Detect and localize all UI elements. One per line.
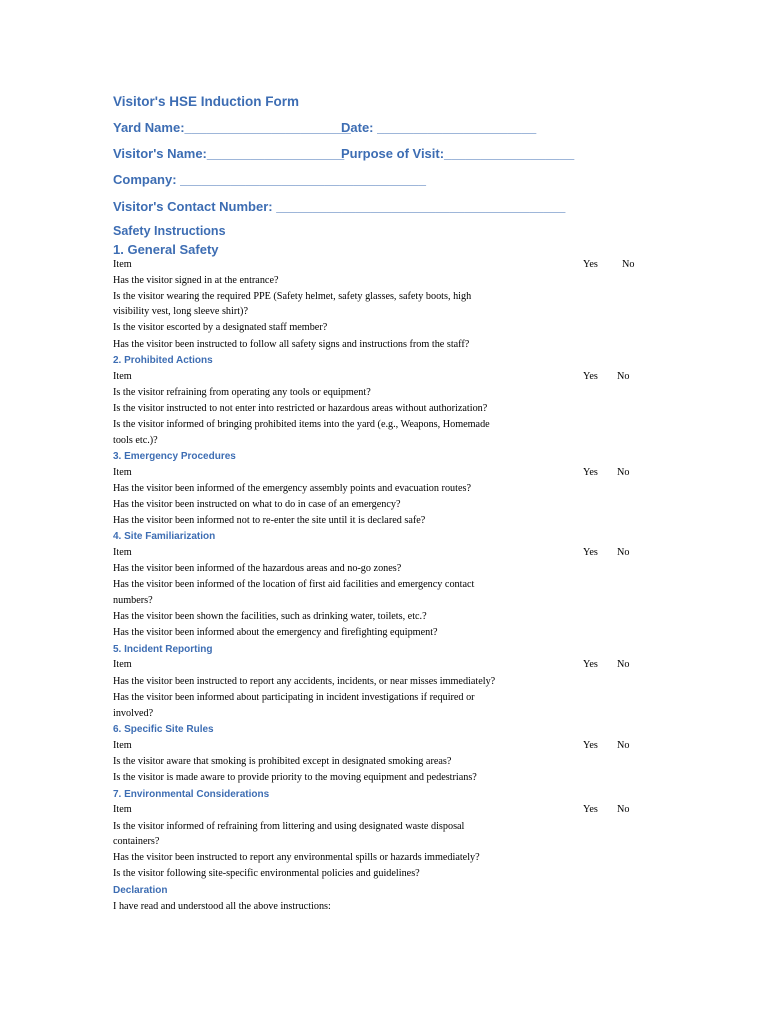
no-column-header: No — [622, 259, 635, 270]
checklist-item-continued: involved? — [113, 708, 154, 719]
declaration-text: I have read and understood all the above instructions: — [113, 901, 331, 912]
item-column-header: Item — [113, 259, 132, 270]
yes-column-header: Yes — [583, 659, 598, 670]
environmental-considerations-heading: 7. Environmental Considerations — [113, 789, 270, 800]
declaration-heading: Declaration — [113, 885, 168, 896]
purpose-of-visit-field[interactable]: Purpose of Visit:__________________ — [341, 146, 575, 161]
checklist-item: Is the visitor refraining from operating any tools or equipment? — [113, 387, 371, 398]
date-field[interactable]: Date: ______________________ — [341, 120, 537, 135]
yes-column-header: Yes — [583, 547, 598, 558]
checklist-item: Has the visitor been informed about participating in incident investigations if required or — [113, 692, 475, 703]
checklist-item: Is the visitor informed of bringing prohibited items into the yard (e.g., Weapons, Homemade — [113, 419, 490, 430]
no-column-header: No — [617, 547, 630, 558]
checklist-item: Is the visitor is made aware to provide priority to the moving equipment and pedestrians? — [113, 772, 477, 783]
checklist-item: Has the visitor signed in at the entrance? — [113, 275, 279, 286]
checklist-item-continued: visibility vest, long sleeve shirt)? — [113, 306, 248, 317]
checklist-item: Has the visitor been instructed to report any accidents, incidents, or near misses immediately? — [113, 676, 496, 687]
checklist-item: Has the visitor been informed of the hazardous areas and no-go zones? — [113, 563, 402, 574]
checklist-item: Is the visitor escorted by a designated staff member? — [113, 322, 328, 333]
emergency-procedures-heading: 3. Emergency Procedures — [113, 451, 236, 462]
no-column-header: No — [617, 371, 630, 382]
yes-column-header: Yes — [583, 804, 598, 815]
checklist-item: Is the visitor informed of refraining from littering and using designated waste disposal — [113, 821, 465, 832]
form-title: Visitor's HSE Induction Form — [113, 94, 299, 109]
yes-column-header: Yes — [583, 740, 598, 751]
item-column-header: Item — [113, 740, 132, 751]
checklist-item-continued: numbers? — [113, 595, 153, 606]
checklist-item: Has the visitor been instructed on what to do in case of an emergency? — [113, 499, 401, 510]
checklist-item: Has the visitor been instructed to report any environmental spills or hazards immediately? — [113, 852, 480, 863]
checklist-item: Has the visitor been shown the facilities, such as drinking water, toilets, etc.? — [113, 611, 427, 622]
incident-reporting-heading: 5. Incident Reporting — [113, 644, 213, 655]
item-column-header: Item — [113, 467, 132, 478]
item-column-header: Item — [113, 371, 132, 382]
general-safety-heading: 1. General Safety — [113, 242, 219, 257]
checklist-item: Is the visitor aware that smoking is prohibited except in designated smoking areas? — [113, 756, 452, 767]
item-column-header: Item — [113, 547, 132, 558]
checklist-item: Is the visitor instructed to not enter into restricted or hazardous areas without authorization? — [113, 403, 488, 414]
item-column-header: Item — [113, 659, 132, 670]
checklist-item: Is the visitor wearing the required PPE (Safety helmet, safety glasses, safety boots, high — [113, 291, 472, 302]
specific-site-rules-heading: 6. Specific Site Rules — [113, 724, 214, 735]
no-column-header: No — [617, 740, 630, 751]
checklist-item-continued: containers? — [113, 836, 160, 847]
contact-number-field[interactable]: Visitor's Contact Number: ________________________________________ — [113, 199, 566, 214]
site-familiarization-heading: 4. Site Familiarization — [113, 531, 216, 542]
item-column-header: Item — [113, 804, 132, 815]
yes-column-header: Yes — [583, 259, 598, 270]
checklist-item: Is the visitor following site-specific environmental policies and guidelines? — [113, 868, 420, 879]
checklist-item: Has the visitor been informed about the emergency and firefighting equipment? — [113, 627, 438, 638]
prohibited-actions-heading: 2. Prohibited Actions — [113, 355, 213, 366]
visitor-name-field[interactable]: Visitor's Name:___________________ — [113, 146, 345, 161]
checklist-item-continued: tools etc.)? — [113, 435, 158, 446]
company-field[interactable]: Company: __________________________________ — [113, 172, 426, 187]
yard-name-field[interactable]: Yard Name:_______________________ — [113, 120, 351, 135]
yes-column-header: Yes — [583, 467, 598, 478]
no-column-header: No — [617, 467, 630, 478]
checklist-item: Has the visitor been informed of the location of first aid facilities and emergency contact — [113, 579, 475, 590]
yes-column-header: Yes — [583, 371, 598, 382]
safety-instructions-heading: Safety Instructions — [113, 224, 226, 238]
checklist-item: Has the visitor been informed not to re-enter the site until it is declared safe? — [113, 515, 426, 526]
no-column-header: No — [617, 659, 630, 670]
no-column-header: No — [617, 804, 630, 815]
checklist-item: Has the visitor been informed of the emergency assembly points and evacuation routes? — [113, 483, 471, 494]
checklist-item: Has the visitor been instructed to follow all safety signs and instructions from the staff? — [113, 339, 470, 350]
